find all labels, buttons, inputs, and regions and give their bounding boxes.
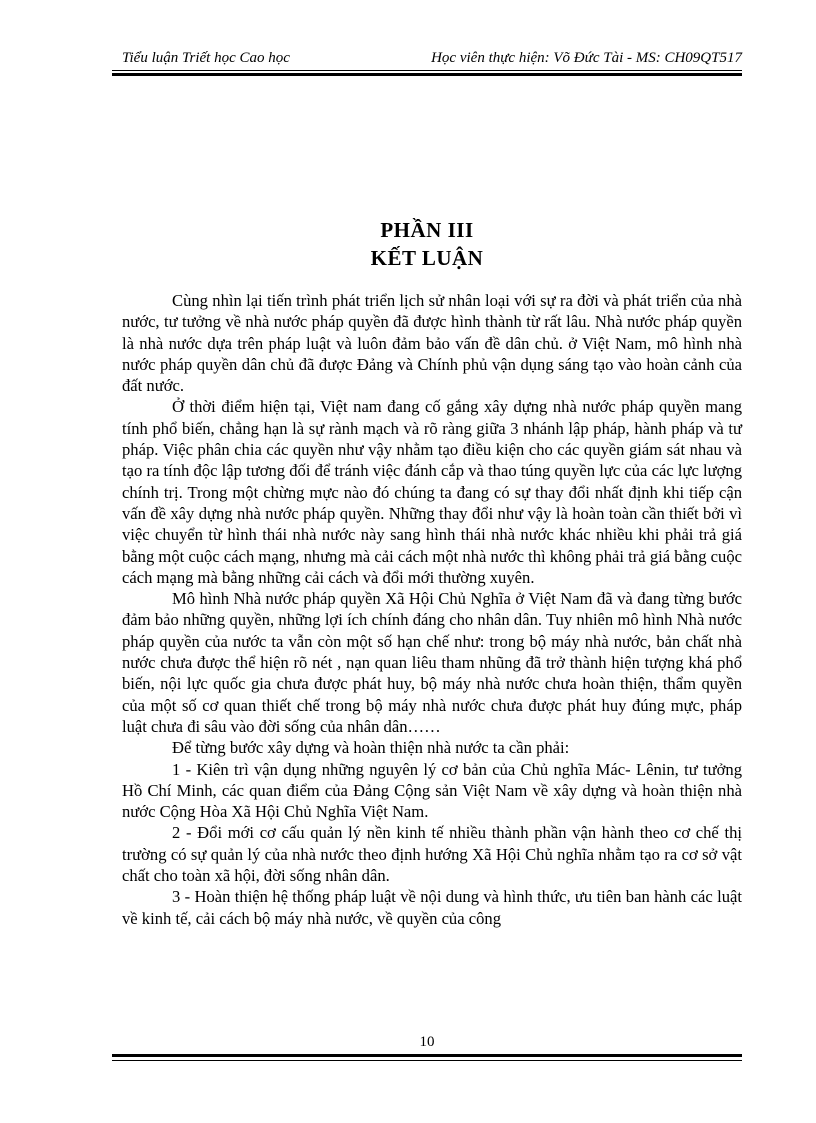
header-rule-thin (112, 70, 742, 71)
page-number: 10 (419, 1034, 435, 1050)
paragraph-requirement-1: 1 - Kiên trì vận dụng những nguyên lý cơ bản của Chủ nghĩa Mác- Lênin, tư tưởng Hồ Chí Minh, các quan điểm của Đảng Cộng sản Việt Nam về xây dựng và hoàn thiện nhà nước Cộng Hòa Xã Hội Chủ Nghĩa Việt Nam. (122, 759, 742, 822)
footer-rule-thin (112, 1060, 742, 1061)
section-title-heading: KẾT LUẬN (370, 246, 484, 270)
paragraph-current-state: Ở thời điểm hiện tại, Việt nam đang cố gắng xây dựng nhà nước pháp quyền mang tính phổ biến, chẳng hạn là sự rành mạch và rõ ràng giữa 3 nhánh lập pháp, hành pháp và tư pháp. Việc phân chia các quyền như vậy nhằm tạo điều kiện cho các quyền giám sát nhau và tạo ra tính độc lập tương đối để tránh việc đánh cắp và thao túng quyền lực của các lực lượng chính trị. Trong một chừng mực nào đó chúng ta đang có sự thay đổi nhất định khi tiếp cận vấn đề xây dựng nhà nước pháp quyền. Những thay đổi như vậy là hoàn toàn cần thiết bởi vì việc chuyển từ hình thái nhà nước này sang hình thái nhà nước khác nhiều khi phải trả giá bằng một cuộc cách mạng, nhưng mà cải cách một nhà nước thì không phải trả giá bằng cuộc cách mạng mà bằng những cải cách và đổi mới thường xuyên. (122, 397, 742, 587)
running-header (112, 50, 742, 70)
header-course-title: Tiểu luận Triết học Cao học (122, 50, 290, 66)
body-text (122, 290, 742, 929)
paragraph-requirements-intro: Để từng bước xây dựng và hoàn thiện nhà nước ta cần phải: (172, 738, 570, 758)
header-rule-thick (112, 73, 742, 76)
paragraph-requirement-2: 2 - Đổi mới cơ cấu quản lý nền kinh tế nhiều thành phần vận hành theo cơ chế thị trường có sự quản lý của nhà nước theo định hướng Xã Hội Chủ nghĩa nhằm tạo ra cơ sở vật chất cho toàn xã hội, đời sống nhân dân. (122, 823, 742, 886)
header-author-info: Học viên thực hiện: Võ Đức Tài - MS: CH09QT517 (431, 50, 742, 66)
paragraph-intro: Cùng nhìn lại tiến trình phát triển lịch sử nhân loại với sự ra đời và phát triển của nhà nước, tư tưởng về nhà nước pháp quyền đã được hình thành từ rất lâu. Nhà nước pháp quyền là nhà nước dựa trên pháp luật và luôn đảm bảo vấn đề dân chủ. ở Việt Nam, mô hình nhà nước pháp quyền dân chủ đã được Đảng và Chính phủ vận dụng sáng tạo vào hoàn cảnh của đất nước. (122, 291, 742, 396)
paragraph-requirement-3: 3 - Hoàn thiện hệ thống pháp luật về nội dung và hình thức, ưu tiên ban hành các luật về kinh tế, cải cách bộ máy nhà nước, về quyền của công (122, 887, 742, 928)
paragraph-limitations: Mô hình Nhà nước pháp quyền Xã Hội Chủ Nghĩa ở Việt Nam đã và đang từng bước đảm bảo những quyền, những lợi ích chính đáng cho nhân dân. Tuy nhiên mô hình Nhà nước pháp quyền của nước ta vẫn còn một số hạn chế như: trong bộ máy nhà nước, bản chất nhà nước chưa được thể hiện rõ nét , nạn quan liêu tham nhũng đã trở thành hiện tượng khá phổ biến, nội lực quốc gia chưa được phát huy, bộ máy nhà nước chưa hoàn thiện, thẩm quyền của một số cơ quan thiết chế trong bộ máy nhà nước chưa được phát huy đúng mực, pháp luật chưa đi sâu vào đời sống của nhân dân…… (122, 589, 742, 736)
section-number-heading: PHẦN III (380, 218, 474, 242)
footer-rule-thick (112, 1054, 742, 1057)
